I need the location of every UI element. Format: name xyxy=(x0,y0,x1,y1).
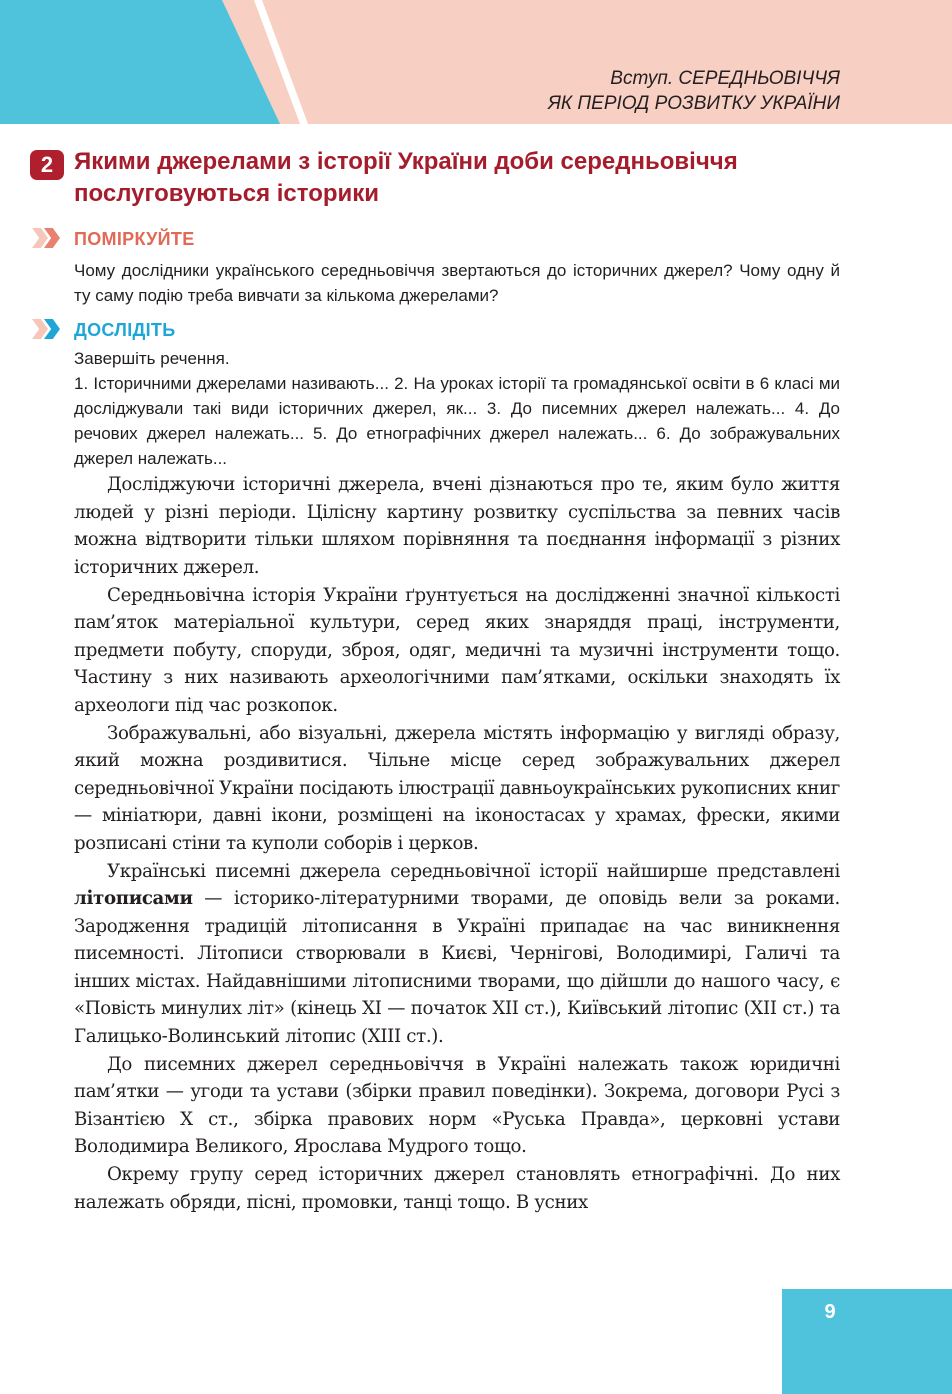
paragraph-5: До писемних джерел середньовіччя в Україні належать також юридичні пам’ятки — угоди та устави (збірки правил поведінки). Зокрема, договори Русі з Візантією X ст., збірка правових норм «Руська Правда», церковні устави Володимира Великого, Ярослава Мудрого тощо. xyxy=(74,1053,840,1157)
paragraph-4-start: Українські писемні джерела середньовічної історії найширше представлені xyxy=(107,860,840,882)
paragraph-3: Зображувальні, або візуальні, джерела містять інформацію у вигляді образу, який можна роздивитися. Чільне місце серед зображувальних джерел середньовічної України посідають ілюстрації давньоукраїнських рукописних книг — мініатюри, давні ікони, розміщені на іконостасах у храмах, фрески, якими розписані стіни та куполи соборів і церков. xyxy=(74,722,840,854)
page-number-box xyxy=(782,1289,952,1394)
chapter-header-line2: ЯК ПЕРІОД РОЗВИТКУ УКРАЇНИ xyxy=(547,93,840,114)
double-chevron-icon xyxy=(32,319,66,339)
think-question xyxy=(74,258,840,308)
explore-intro: Завершіть речення. xyxy=(74,349,230,368)
main-text xyxy=(74,471,840,1217)
explore-task xyxy=(74,346,840,471)
explore-heading xyxy=(32,319,176,341)
paragraph-4 xyxy=(74,858,840,1051)
paragraph-6: Окрему групу серед історичних джерел становлять етнографічні. До них належать обряди, пісні, промовки, танці тощо. В усних xyxy=(74,1164,840,1213)
paragraph-2: Середньовічна історія України ґрунтується на дослідженні значної кількості пам’яток матеріальної культури, серед яких знаряддя праці, інструменти, предмети побуту, споруди, зброя, одяг, медичні та музичні інструменти тощо. Частину з них називають археологічними пам’ятками, оскільки знаходять їх археологи під час розкопок. xyxy=(74,584,840,716)
section-number-badge: 2 xyxy=(30,150,64,180)
page-number: 9 xyxy=(824,1301,836,1323)
think-text: Чому дослідники українського середньовіччя звертаються до історичних джерел? Чому одну й ту саму подію треба вивчати за кількома джерелами? xyxy=(74,261,840,305)
explore-text: 1. Історичними джерелами називають... 2. На уроках історії та громадянської освіти в 6 класі ми досліджували такі види історичних джерел, як... 3. До писемних джерел належать... 4. До речових джерел належать... 5. До етнографічних джерел належать... 6. До зображувальних джерел належать... xyxy=(74,374,840,468)
paragraph-4-end: — історико-літературними творами, де оповідь вели за роками. Зародження традицій літописання в Україні припадає на час виникнення писемності. Літописи створювали в Києві, Чернігові, Володимирі, Галичі та інших містах. Найдавнішими літописними творами, що дійшли до нашого часу, є «Повість минулих літ» (кінець XI — початок XII ст.), Київський літопис (XII ст.) та Галицько-Волинський літопис (XIII ст.). xyxy=(74,888,840,1047)
term-chronicles: літописами xyxy=(74,888,193,909)
paragraph-1: Досліджуючи історичні джерела, вчені дізнаються про те, яким було життя людей у різні періоди. Цілісну картину розвитку суспільства за певних часів можна відтворити тільки шляхом порівняння та поєднання інформації з різних історичних джерел. xyxy=(74,474,840,578)
think-label: ПОМІРКУЙТЕ xyxy=(74,229,195,249)
section-title: Якими джерелами з історії України доби середньовіччя послуговуються історики xyxy=(74,148,738,207)
explore-label: ДОСЛІДІТЬ xyxy=(74,320,176,340)
double-chevron-icon xyxy=(32,228,66,248)
chapter-header xyxy=(548,66,840,116)
think-heading xyxy=(32,228,195,250)
chapter-header-line1: Вступ. СЕРЕДНЬОВІЧЧЯ xyxy=(610,68,840,89)
